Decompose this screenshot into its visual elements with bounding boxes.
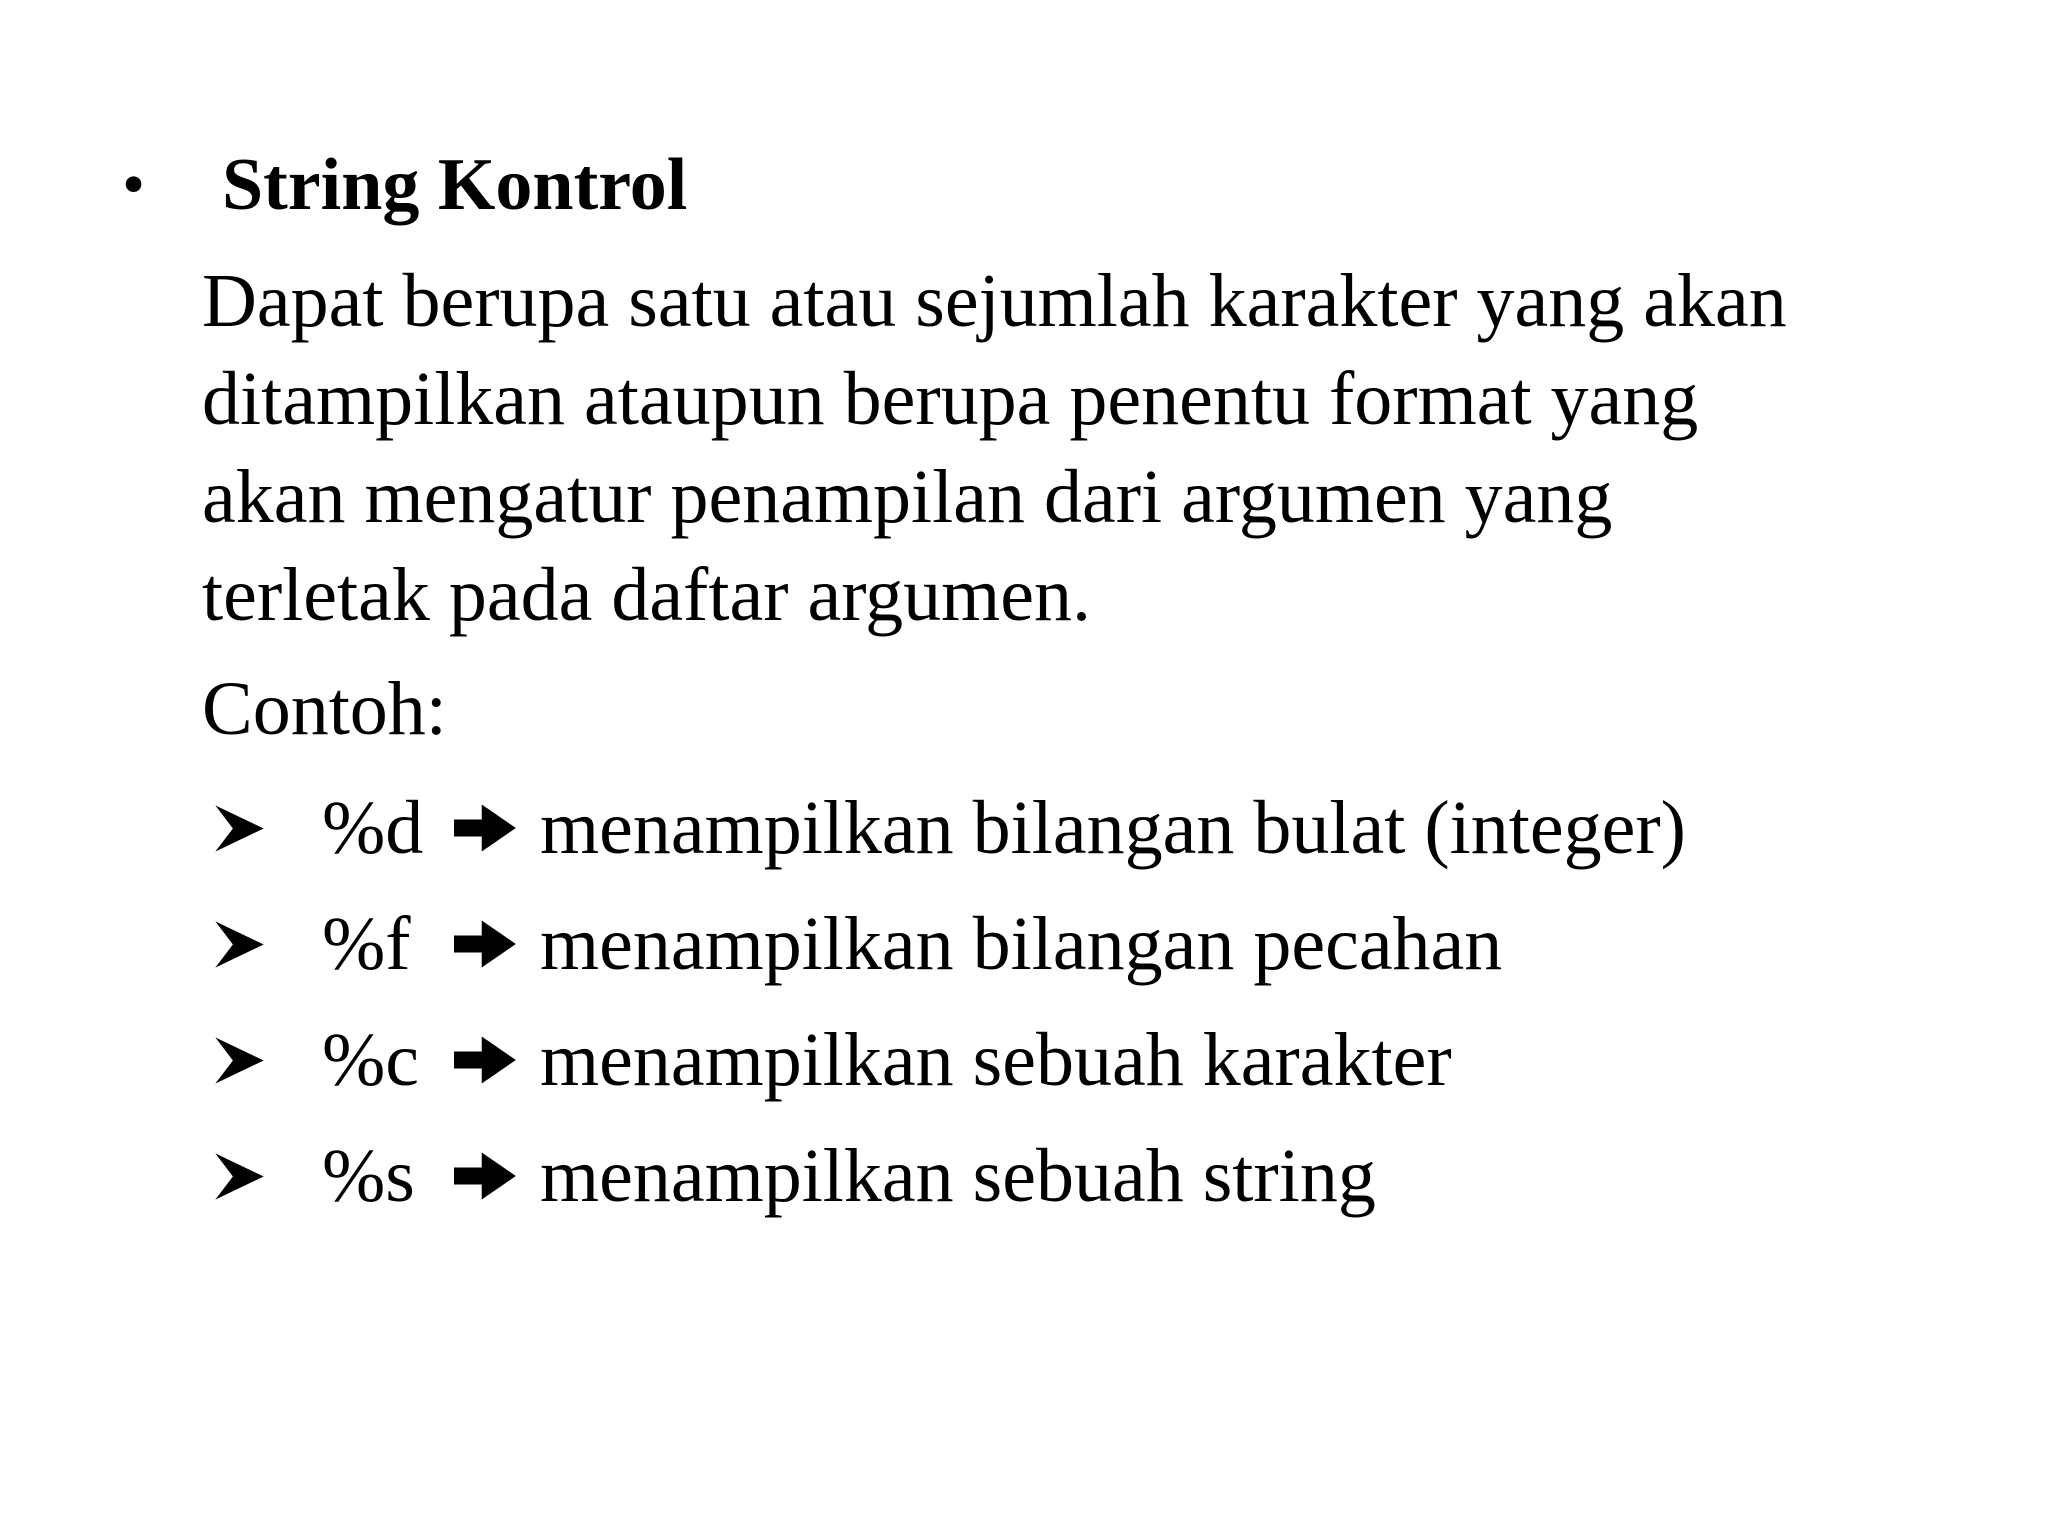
paragraph-line: Dapat berupa satu atau sejumlah karakter yang akan: [202, 259, 1787, 343]
bullet-dot: •: [122, 148, 146, 221]
arrowhead-bullet-icon: [212, 1033, 267, 1088]
format-specifier: %f: [322, 902, 411, 986]
slide-heading: String Kontrol: [222, 144, 688, 226]
right-arrow-icon: [454, 1033, 518, 1087]
paragraph-line: akan mengatur penampilan dari argumen yang: [202, 455, 1613, 539]
list-item: [212, 770, 1686, 886]
format-specifier: %d: [322, 786, 424, 870]
format-specifier-list: [212, 770, 1686, 1234]
specifier-description: menampilkan sebuah string: [540, 1134, 1376, 1218]
specifier-description: menampilkan bilangan pecahan: [540, 902, 1503, 986]
format-specifier: %c: [322, 1018, 420, 1102]
list-item: [212, 1002, 1686, 1118]
right-arrow-icon: [454, 917, 518, 971]
format-specifier: %s: [322, 1134, 415, 1218]
specifier-description: menampilkan sebuah karakter: [540, 1018, 1452, 1102]
arrowhead-bullet-icon: [212, 917, 267, 972]
paragraph-line: terletak pada daftar argumen.: [202, 553, 1092, 637]
description-paragraph: [202, 252, 1962, 644]
right-arrow-icon: [454, 1149, 518, 1203]
list-item: [212, 886, 1686, 1002]
arrowhead-bullet-icon: [212, 801, 267, 856]
specifier-description: menampilkan bilangan bulat (integer): [540, 786, 1686, 870]
list-item: [212, 1118, 1686, 1234]
arrowhead-bullet-icon: [212, 1149, 267, 1204]
example-label: Contoh:: [202, 667, 447, 751]
right-arrow-icon: [454, 801, 518, 855]
paragraph-line: ditampilkan ataupun berupa penentu format yang: [202, 357, 1699, 441]
